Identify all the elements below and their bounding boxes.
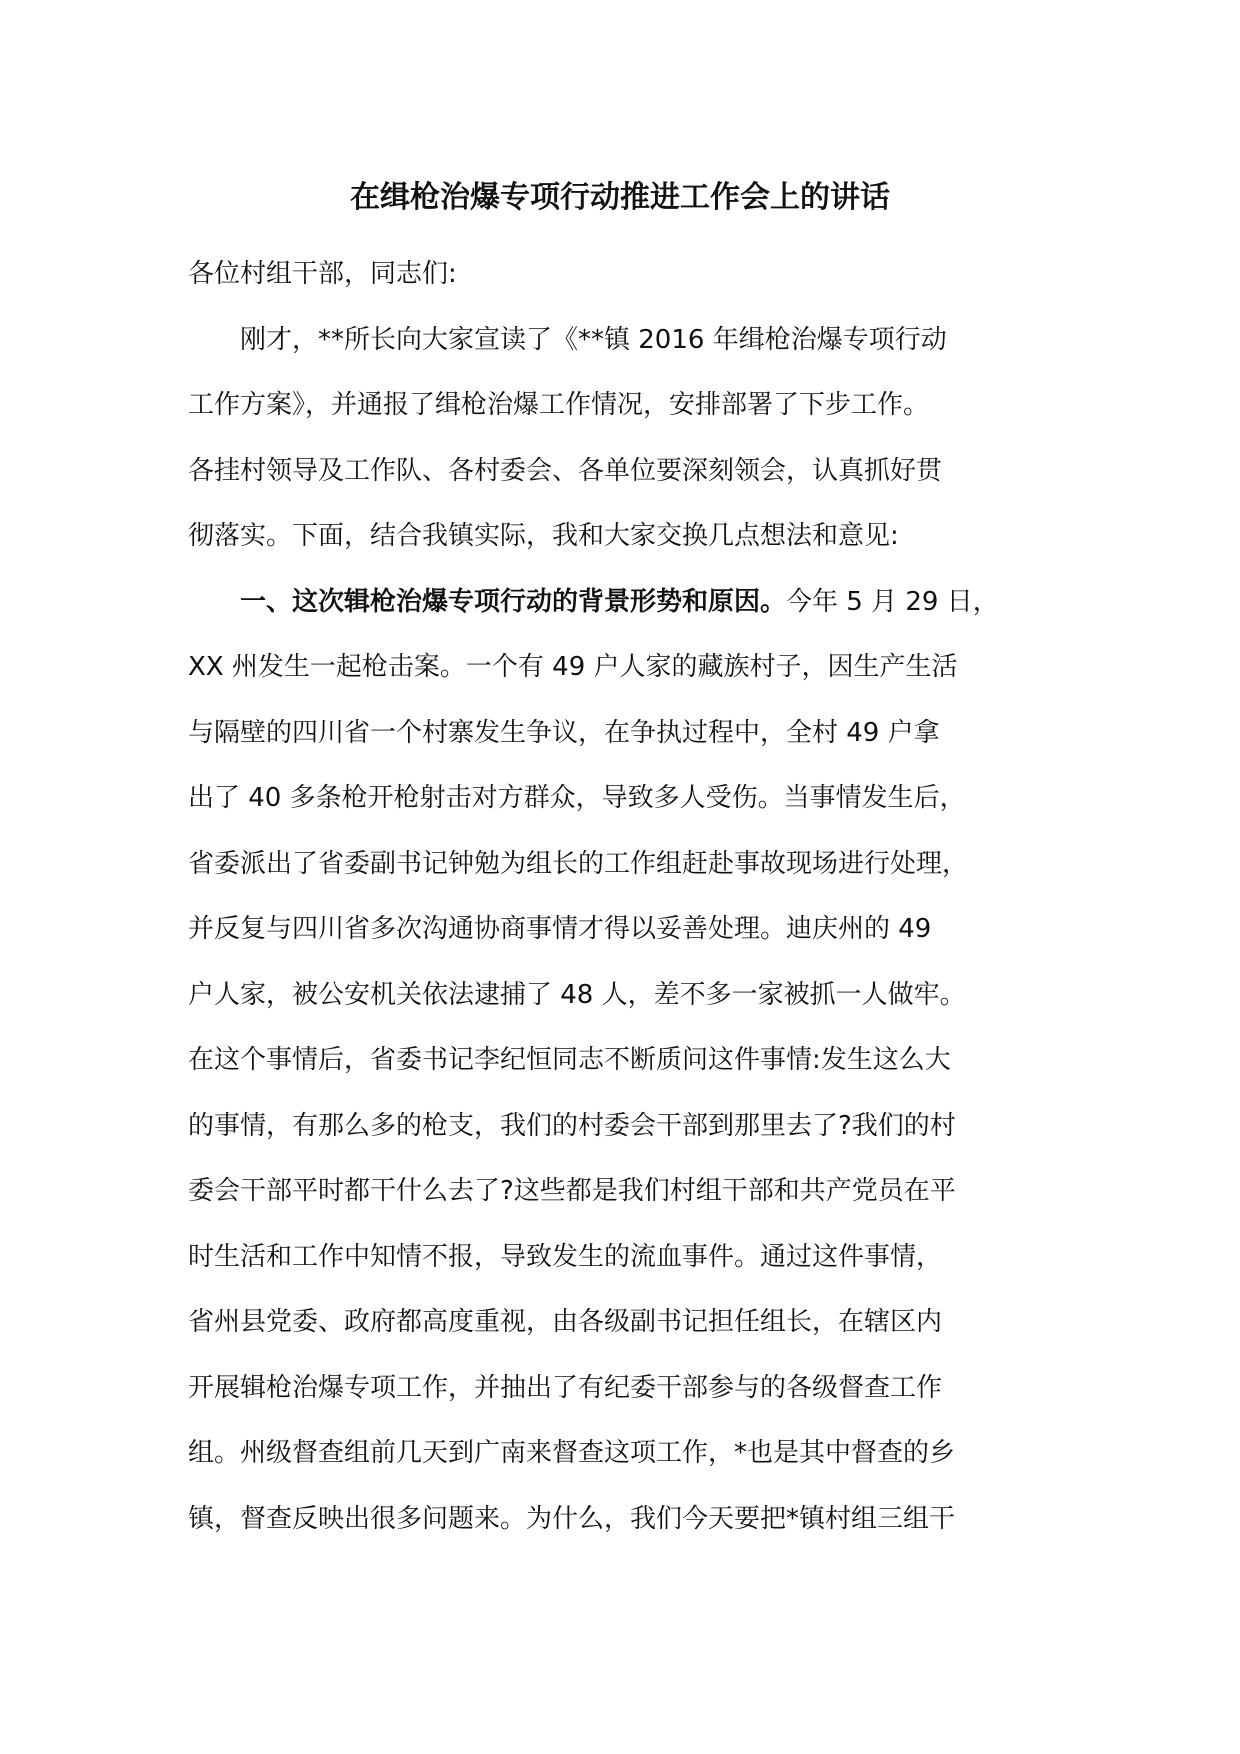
paragraph-line: 省州县党委、政府都高度重视，由各级副书记担任组长，在辖区内 bbox=[188, 1307, 943, 1337]
paragraph-line: 开展辑枪治爆专项工作，并抽出了有纪委干部参与的各级督查工作 bbox=[188, 1372, 943, 1403]
paragraph-line: XX 州发生一起枪击案。一个有 49 户人家的藏族村子，因生产生活 bbox=[188, 652, 958, 682]
paragraph-line: 户人家，被公安机关依法逮捕了 48 人，差不多一家被抓一人做牢。 bbox=[188, 979, 966, 1010]
paragraph-line: 各挂村领导及工作队、各村委会、各单位要深刻领会，认真抓好贯 bbox=[188, 455, 943, 486]
paragraph-line: 组。州级督查组前几天到广南来督查这项工作，*也是其中督查的乡 bbox=[188, 1438, 956, 1468]
paragraph-line: 时生活和工作中知情不报，导致发生的流血事件。通过这件事情， bbox=[188, 1241, 943, 1272]
paragraph-line: 刚才，**所长向大家宣读了《**镇 2016 年缉枪治爆专项行动 bbox=[240, 324, 947, 355]
paragraph-line: 与隔壁的四川省一个村寨发生争议，在争执过程中，全村 49 户拿 bbox=[188, 717, 940, 748]
paragraph-line: 出了 40 多条枪开枪射击对方群众，导致多人受伤。当事情发生后， bbox=[188, 783, 966, 813]
paragraph-line: 镇，督查反映出很多问题来。为什么，我们今天要把*镇村组三组干 bbox=[188, 1503, 956, 1534]
section-1-first-line bbox=[188, 570, 1068, 636]
document-title: 在缉枪治爆专项行动推进工作会上的讲话 bbox=[350, 180, 890, 215]
salutation: 各位村组干部，同志们: bbox=[188, 259, 457, 289]
paragraph-line: 工作方案》，并通报了缉枪治爆工作情况，安排部署了下步工作。 bbox=[188, 390, 930, 420]
paragraph-line: 彻落实。下面，结合我镇实际，我和大家交换几点想法和意见: bbox=[188, 521, 899, 551]
paragraph-line: 委会干部平时都干什么去了?这些都是我们村组干部和共产党员在平 bbox=[188, 1176, 956, 1206]
section-1-heading: 一、这次辑枪治爆专项行动的背景形势和原因。 bbox=[240, 586, 787, 617]
paragraph-line: 在这个事情后，省委书记李纪恒同志不断质问这件事情:发生这么大 bbox=[188, 1045, 951, 1075]
paragraph-line: 省委派出了省委副书记钟勉为组长的工作组赶赴事故现场进行处理， bbox=[188, 848, 969, 879]
paragraph-line: 并反复与四川省多次沟通协商事情才得以妥善处理。迪庆州的 49 bbox=[188, 914, 932, 944]
section-1-lead: 今年 5 月 29 日， bbox=[786, 586, 999, 617]
document-body bbox=[188, 242, 1068, 1552]
paragraph-line: 的事情，有那么多的枪支，我们的村委会干部到那里去了?我们的村 bbox=[188, 1110, 956, 1141]
